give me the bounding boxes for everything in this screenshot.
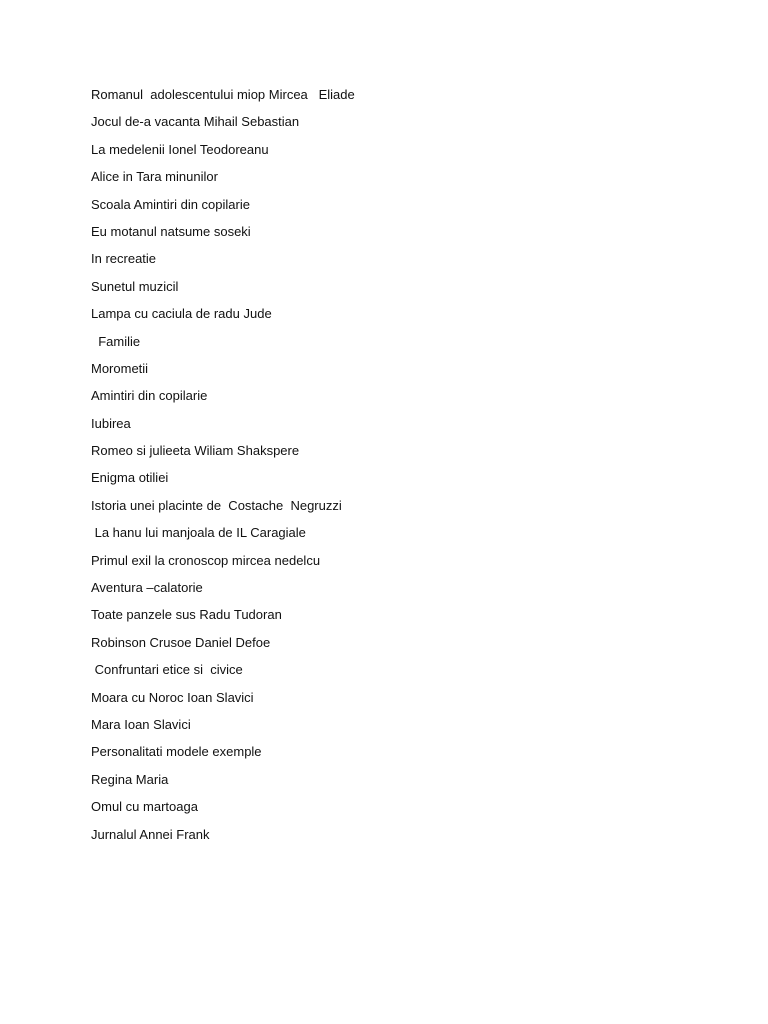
- list-item: Romeo si julieeta Wiliam Shakspere: [91, 443, 300, 459]
- list-item: Lampa cu caciula de radu Jude: [91, 306, 272, 322]
- list-item: Toate panzele sus Radu Tudoran: [91, 607, 282, 623]
- list-item: Eu motanul natsume soseki: [91, 223, 251, 239]
- section-heading: Familie: [91, 333, 141, 349]
- section-heading: Aventura –calatorie: [91, 580, 203, 596]
- list-item: Alice in Tara minunilor: [91, 169, 218, 185]
- list-item: Sunetul muzicil: [91, 278, 179, 294]
- list-item: Moara cu Noroc Ioan Slavici: [91, 689, 254, 705]
- book-list: [91, 84, 355, 851]
- list-item: Scoala Amintiri din copilarie: [91, 196, 250, 212]
- list-item: Istoria unei placinte de Costache Negruzzi: [91, 497, 342, 513]
- list-item: Morometii: [91, 360, 149, 376]
- section-heading: Iubirea: [91, 415, 131, 431]
- list-item: Mara Ioan Slavici: [91, 716, 191, 732]
- list-item: Regina Maria: [91, 771, 169, 787]
- list-item: Amintiri din copilarie: [91, 388, 208, 404]
- list-item: Romanul adolescentului miop Mircea Eliade: [91, 87, 355, 102]
- list-item: Jurnalul Annei Frank: [91, 826, 210, 842]
- list-item: In recreatie: [91, 251, 157, 267]
- list-item: Enigma otiliei: [91, 470, 169, 486]
- list-item: Omul cu martoaga: [91, 799, 198, 815]
- list-item: Robinson Crusoe Daniel Defoe: [91, 634, 271, 650]
- section-heading: Confruntari etice si civice: [91, 662, 243, 678]
- list-item: Primul exil la cronoscop mircea nedelcu: [91, 552, 321, 568]
- list-item: La hanu lui manjoala de IL Caragiale: [91, 525, 306, 541]
- section-heading: Personalitati modele exemple: [91, 744, 262, 760]
- list-item: Jocul de-a vacanta Mihail Sebastian: [91, 114, 300, 130]
- list-item: La medelenii Ionel Teodoreanu: [91, 141, 269, 157]
